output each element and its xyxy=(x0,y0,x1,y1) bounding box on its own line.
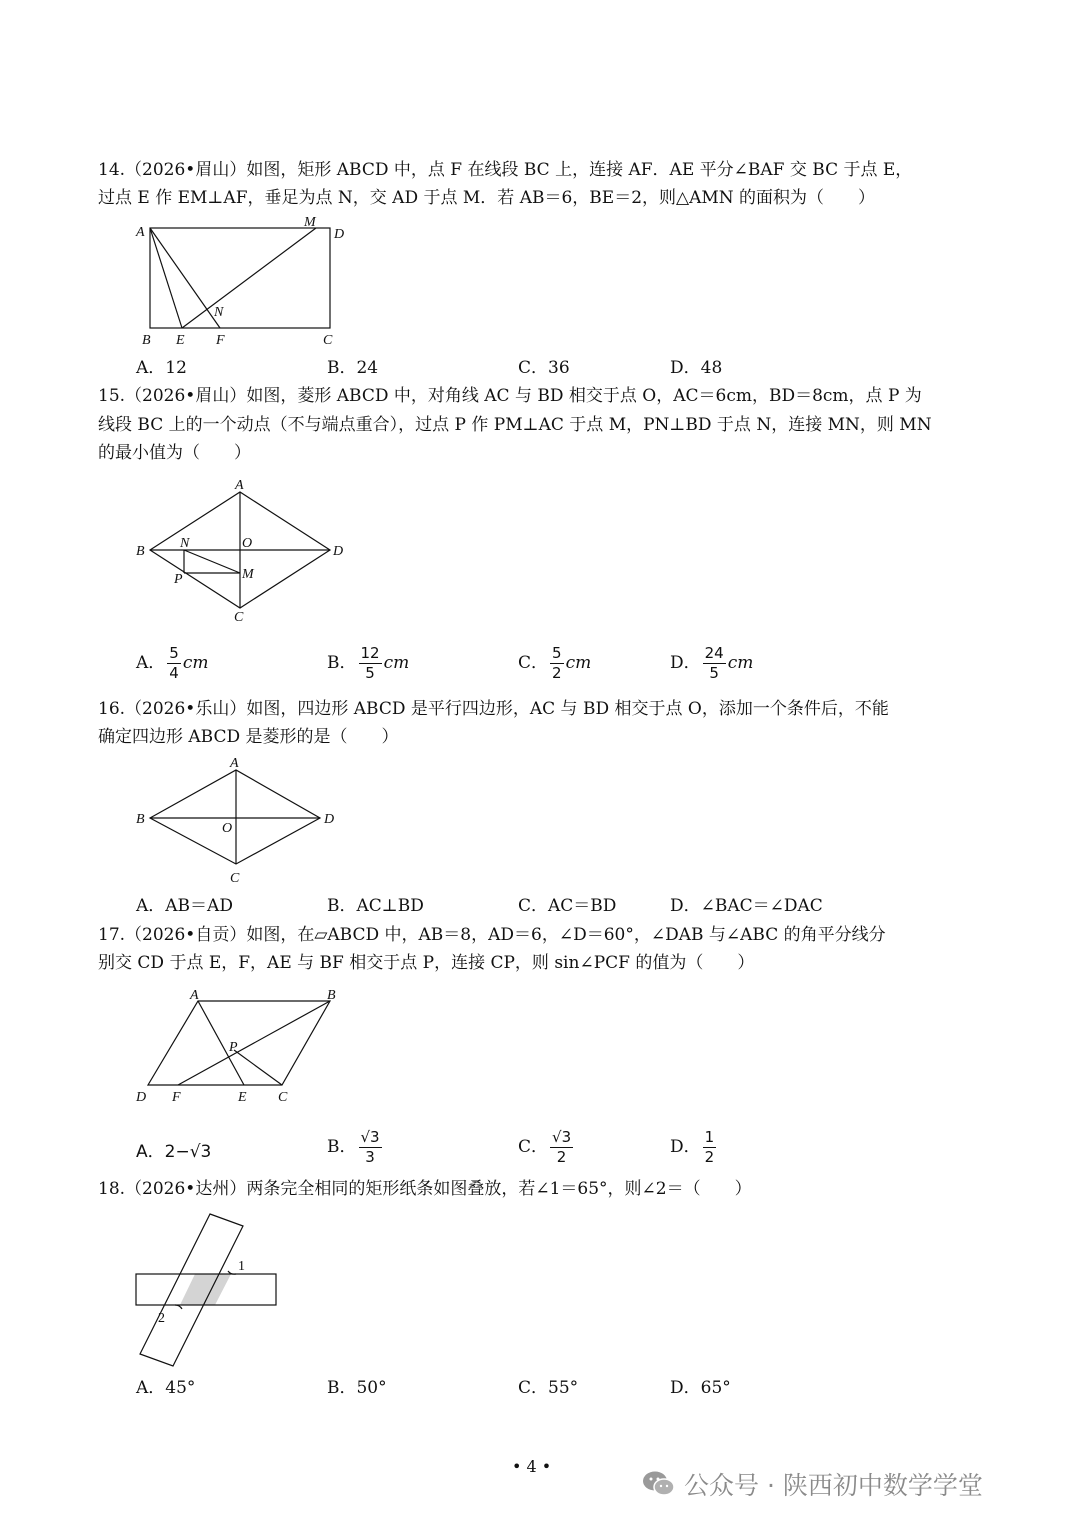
q16-text-line2: 确定四边形 ABCD 是菱形的是（ ） xyxy=(98,727,399,747)
q17-label-e: E xyxy=(238,1090,247,1105)
q17-option-a: A．2−√3 xyxy=(136,1142,212,1162)
q14-label-c: C xyxy=(323,333,333,348)
q14-label-f: F xyxy=(216,333,225,348)
q16-label-o: O xyxy=(222,821,233,836)
q16-label-c: C xyxy=(230,871,240,886)
q15-option-d: D． $\frac{24}{5}$ cm xyxy=(670,644,754,682)
q18-option-a: A．45° xyxy=(136,1378,196,1398)
q17-label-p: P xyxy=(229,1040,238,1055)
q18-option-b: B．50° xyxy=(327,1378,387,1398)
q17-label-d: D xyxy=(136,1090,147,1105)
q17-option-d: D． $\frac{1}{2}$ xyxy=(670,1128,715,1166)
q15-label-b: B xyxy=(136,544,145,559)
q14-label-m: M xyxy=(304,215,316,230)
q15-label-d: D xyxy=(333,544,344,559)
q14-label-e: E xyxy=(176,333,185,348)
q16-figure xyxy=(130,752,350,890)
q15-label-o: O xyxy=(242,536,253,551)
q16-option-b: B．AC⊥BD xyxy=(327,896,424,916)
q15-option-b: B． $\frac{12}{5}$ cm xyxy=(327,644,410,682)
q15-label-c: C xyxy=(234,610,244,625)
wechat-icon xyxy=(642,1470,676,1498)
q14-option-c: C．36 xyxy=(518,358,570,378)
q15-label-n: N xyxy=(180,536,190,551)
q16-label-a: A xyxy=(230,756,239,771)
q17-label-b: B xyxy=(327,988,336,1003)
q17-label-a: A xyxy=(190,988,199,1003)
q14-option-a: A．12 xyxy=(136,358,187,378)
q15-text-line3: 的最小值为（ ） xyxy=(98,443,251,463)
q17-option-c: C． $\frac{√3}{2}$ xyxy=(518,1128,572,1166)
q16-text-line1: 16.（2026•乐山）如图，四边形 ABCD 是平行四边形，AC 与 BD 相交于点 O，添加一个条件后，不能 xyxy=(98,699,889,719)
watermark-text: 公众号 · 陕西初中数学学堂 xyxy=(684,1471,983,1500)
q17-option-b: B． $\frac{√3}{3}$ xyxy=(327,1128,380,1166)
q14-option-b: B．24 xyxy=(327,358,379,378)
q16-label-b: B xyxy=(136,812,145,827)
q18-option-c: C．55° xyxy=(518,1378,579,1398)
q14-text-line2: 过点 E 作 EM⊥AF，垂足为点 N，交 AD 于点 M．若 AB＝6，BE＝2，则△AMN 的面积为（ ） xyxy=(98,188,876,208)
q17-label-c: C xyxy=(278,1090,288,1105)
q15-figure xyxy=(130,475,360,630)
q16-option-d: D．∠BAC＝∠DAC xyxy=(670,896,823,916)
q14-label-a: A xyxy=(136,225,145,240)
q14-figure xyxy=(130,210,370,355)
q14-label-b: B xyxy=(142,333,151,348)
q15-option-c: C． $\frac{5}{2}$ cm xyxy=(518,644,592,682)
q18-text-line1: 18.（2026•达州）两条完全相同的矩形纸条如图叠放，若∠1＝65°，则∠2＝（ ） xyxy=(98,1179,752,1199)
q17-label-f: F xyxy=(172,1090,181,1105)
q15-label-p: P xyxy=(174,572,183,587)
q15-text-line2: 线段 BC 上的一个动点（不与端点重合），过点 P 作 PM⊥AC 于点 M，PN⊥BD 于点 N，连接 MN，则 MN xyxy=(98,415,932,435)
q14-text-line1: 14.（2026•眉山）如图，矩形 ABCD 中，点 F 在线段 BC 上，连接 AF．AE 平分∠BAF 交 BC 于点 E， xyxy=(98,160,913,180)
q16-option-a: A．AB＝AD xyxy=(136,896,233,916)
watermark xyxy=(642,1466,983,1502)
page-number: • 4 • xyxy=(512,1457,552,1476)
q16-label-d: D xyxy=(324,812,335,827)
q17-text-line2: 别交 CD 于点 E，F，AE 与 BF 相交于点 P，连接 CP，则 sin∠PCF 的值为（ ） xyxy=(98,953,755,973)
q17-text-line1: 17.（2026•自贡）如图，在▱ABCD 中，AB＝8，AD＝6，∠D＝60°，∠DAB 与∠ABC 的角平分线分 xyxy=(98,925,886,945)
q17-figure xyxy=(130,983,360,1108)
q14-label-n: N xyxy=(214,305,224,320)
q14-label-d: D xyxy=(334,227,345,242)
q18-label-2: 2 xyxy=(158,1311,165,1326)
q15-label-a: A xyxy=(235,478,244,493)
q18-option-d: D．65° xyxy=(670,1378,731,1398)
q14-option-d: D．48 xyxy=(670,358,723,378)
q15-option-a: A． $\frac{5}{4}$ cm xyxy=(136,644,209,682)
q15-text-line1: 15.（2026•眉山）如图，菱形 ABCD 中，对角线 AC 与 BD 相交于点 O，AC＝6cm，BD＝8cm，点 P 为 xyxy=(98,386,922,406)
q16-option-c: C．AC＝BD xyxy=(518,896,617,916)
q18-figure xyxy=(130,1208,290,1373)
q15-label-m: M xyxy=(242,567,254,582)
q18-label-1: 1 xyxy=(238,1259,245,1274)
